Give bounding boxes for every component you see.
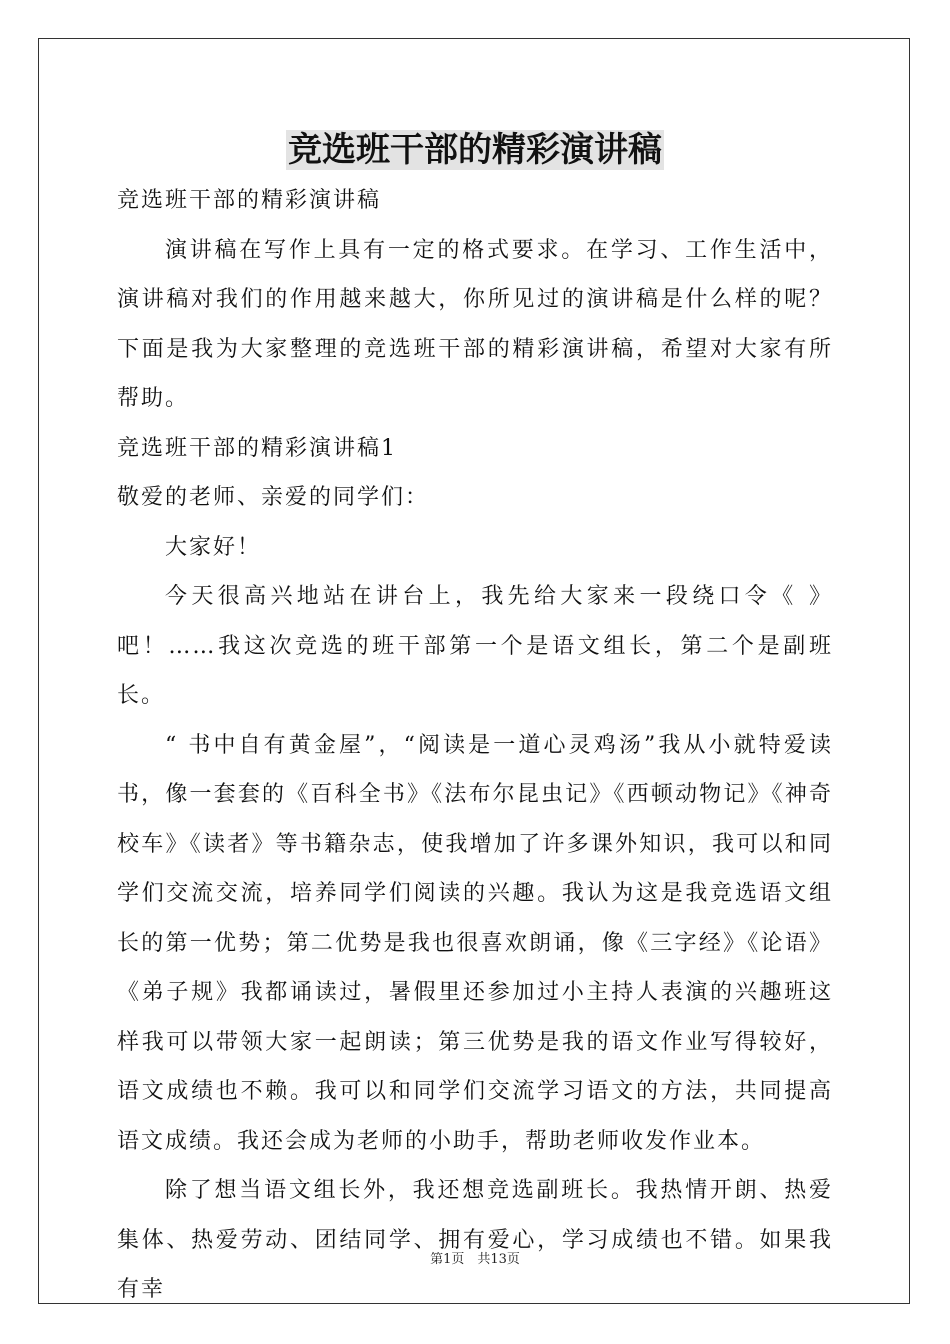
paragraph: 竞选班干部的精彩演讲稿 [117,188,382,213]
document-title-text: 竞选班干部的精彩演讲稿 [288,130,662,170]
document-title [0,128,950,172]
paragraph: 大家好！ [165,534,262,560]
page-number-footer: 第1页 共13页 [430,1252,520,1267]
document-body [117,176,833,1315]
paragraph: “ 书中自有黄金屋”，“阅读是一道心灵鸡汤”我从小就特爱读书，像一套套的《百科全书》《法布尔昆虫记》《西顿动物记》《神奇校车》《读者》等书籍杂志，使我增加了许多课外知识，我可以和同学们交流交流，培养同学们阅读的兴趣。我认为这是我竞选语文组长的第一优势；第二优势是我也很喜欢朗诵，像《三字经》《论语》《弟子规》我都诵读过，暑假里还参加过小主持人表演的兴趣班这样我可以带领大家一起朗读；第三优势是我的语文作业写得较好，语文成绩也不赖。我可以和同学们交流学习语文的方法，共同提高语文成绩。我还会成为老师的小助手，帮助老师收发作业本。 [117,732,833,1154]
paragraph: 演讲稿在写作上具有一定的格式要求。在学习、工作生活中，演讲稿对我们的作用越来越大，你所见过的演讲稿是什么样的呢？下面是我为大家整理的竞选班干部的精彩演讲稿，希望对大家有所帮助。 [117,237,833,411]
paragraph: 竞选班干部的精彩演讲稿1 [117,435,397,461]
paragraph: 敬爱的老师、亲爱的同学们： [117,485,430,510]
paragraph: 除了想当语文组长外，我还想竞选副班长。我热情开朗、热爱集体、热爱劳动、团结同学、拥有爱心，学习成绩也不错。如果我有幸 [117,1178,833,1302]
paragraph: 今天很高兴地站在讲台上，我先给大家来一段绕口令《 》吧！……我这次竞选的班干部第一个是语文组长，第二个是副班长。 [117,584,833,708]
